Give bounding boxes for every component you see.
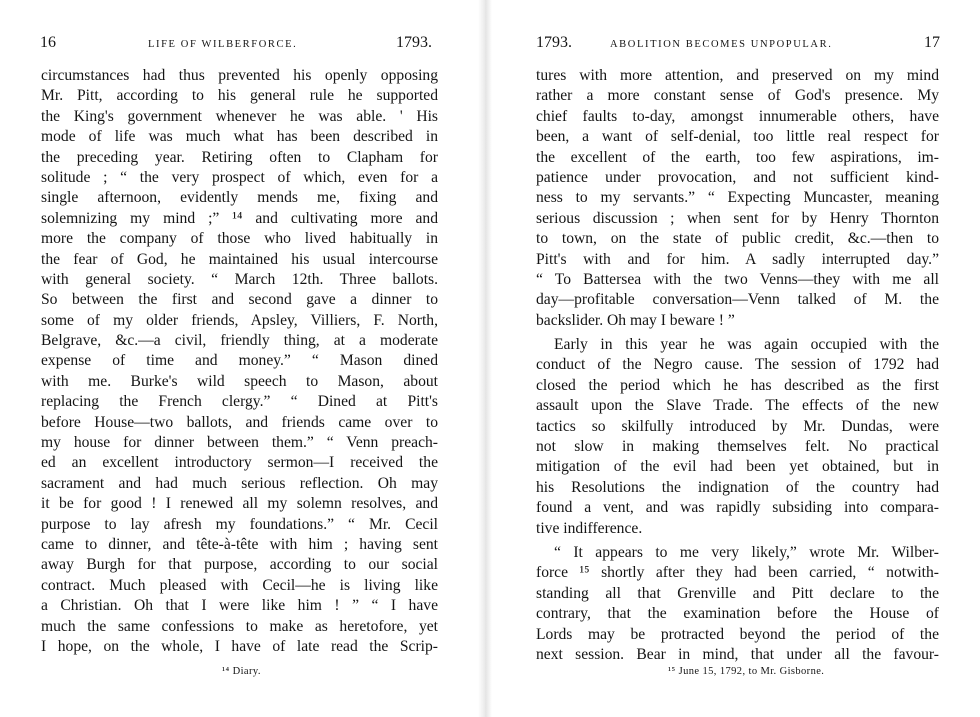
text-line: been, a want of self-denial, too little real respect for: [536, 128, 939, 146]
text-line: Belgrave, &c.—a civil, friendly thing, at a moderate: [41, 332, 438, 350]
right-page-header: [536, 34, 940, 56]
book-gutter: [478, 0, 492, 717]
text-line: expense of time and money.” “ Mason dined: [41, 352, 438, 370]
text-line: chief faults to-day, amongst innumerable others, have: [536, 107, 939, 125]
text-line: some of my older friends, Apsley, Villiers, F. North,: [41, 311, 438, 329]
text-line: day—profitable conversation—Venn talked of M. the: [536, 291, 939, 309]
text-line: next session. Bear in mind, that under all the favour-: [536, 645, 939, 663]
text-line: standing all that Grenville and Pitt declare to the: [536, 584, 939, 602]
text-line: a Christian. Oh that I were like him ! ” “ I have: [41, 597, 438, 615]
text-line: the fear of God, he maintained his usual intercourse: [41, 250, 438, 268]
text-line: Lords may be protracted beyond the period of the: [536, 625, 939, 643]
left-page: [0, 0, 470, 717]
text-line: the preceding year. Retiring often to Clapham for: [41, 148, 438, 166]
text-line: tive indifference.: [536, 519, 643, 537]
text-line: with me. Burke's wild speech to Mason, about: [41, 372, 438, 390]
text-line: before House—two ballots, and friends came over to: [41, 413, 438, 431]
text-line: came to dinner, and tête-à-tête with him ; having sent: [41, 535, 438, 553]
text-line: found a vent, and was rapidly subsiding into compara-: [536, 499, 939, 517]
text-line: rather a more constant sense of God's presence. My: [536, 87, 939, 105]
text-line: away Burgh for that purpose, according to our social: [41, 556, 438, 574]
text-line: Pitt's with and for him. A sadly interrupted day.”: [536, 250, 939, 268]
text-line: circumstances had thus prevented his openly opposing: [41, 67, 438, 84]
text-line: tactics so skilfully introduced by Mr. Dundas, were: [536, 417, 939, 435]
text-line: contrary, that the examination before the House of: [536, 605, 939, 623]
running-head: LIFE OF WILBERFORCE.: [148, 39, 298, 50]
text-line: patience under provocation, and not sufficient kind-: [536, 168, 939, 186]
footnote: ¹⁴ Diary.: [222, 666, 261, 677]
text-line: backslider. Oh may I beware ! ”: [536, 311, 735, 329]
text-line: single afternoon, evidently mends me, fixing and: [41, 189, 438, 207]
left-page-text: [41, 66, 438, 657]
text-line: sacrament and had much serious reflection. Oh may: [41, 474, 438, 492]
text-line: conduct of the Negro cause. The session of 1792 had: [536, 356, 939, 374]
text-line: contract. Much pleased with Cecil—he is living like: [41, 576, 438, 594]
text-line: serious discussion ; when sent for by Henry Thornton: [536, 209, 939, 227]
text-line: to town, on the state of public credit, &c.—then to: [536, 230, 939, 248]
text-line: the King's government whenever he was able. ' His: [41, 107, 438, 125]
text-line: much the same confessions to make as heretofore, yet: [41, 617, 438, 635]
paragraph-start-line: Early in this year he was again occupied with the: [554, 336, 939, 354]
text-line: assault upon the Slave Trade. The effects of the new: [536, 397, 939, 415]
text-line: “ To Battersea with the two Venns—they with me all: [536, 270, 939, 288]
text-line: the excellent of the earth, too few aspirations, im-: [536, 148, 939, 166]
text-line: I hope, on the whole, I have of late read the Scrip-: [41, 637, 438, 655]
text-line: solitude ; “ the very prospect of which, even for a: [41, 168, 438, 186]
text-line: mode of life was much what has been described in: [41, 128, 438, 146]
text-line: force ¹⁵ shortly after they had been carried, “ notwith-: [536, 564, 939, 582]
text-line: replacing the French clergy.” “ Dined at Pitt's: [41, 393, 438, 411]
text-line: his Resolutions the indignation of the country had: [536, 478, 939, 496]
text-line: So between the first and second gave a dinner to: [41, 291, 438, 309]
footnote: ¹⁵ June 15, 1792, to Mr. Gisborne.: [668, 666, 825, 677]
paragraph-start-line: “ It appears to me very likely,” wrote Mr. Wilber-: [554, 543, 939, 561]
right-page: [500, 0, 960, 717]
text-line: ed an excellent introductory sermon—I received the: [41, 454, 438, 472]
text-line: closed the period which he has described as the first: [536, 376, 939, 394]
page-number: 17: [924, 34, 940, 51]
text-line: mitigation of the evil had been yet obtained, but in: [536, 458, 939, 476]
text-line: my house for dinner between them.” “ Venn preach-: [41, 434, 438, 452]
text-line: more the company of those who lived habitually in: [41, 230, 438, 248]
text-line: it be for good ! I renewed all my solemn resolves, and: [41, 495, 438, 513]
text-line: Mr. Pitt, according to his general rule he supported: [41, 87, 438, 105]
page-number: 16: [40, 34, 56, 51]
text-line: tures with more attention, and preserved on my mind: [536, 67, 939, 84]
text-line: solemnizing my mind ;” ¹⁴ and cultivating more and: [41, 209, 438, 227]
running-head: ABOLITION BECOMES UNPOPULAR.: [610, 39, 833, 50]
text-line: purpose to lay afresh my foundations.” “ Mr. Cecil: [41, 515, 438, 533]
left-page-header: [40, 34, 450, 56]
right-page-text: [536, 66, 939, 665]
text-line: ness to my servants.” “ Expecting Muncaster, meaning: [536, 189, 939, 207]
text-line: with general society. “ March 12th. Three ballots.: [41, 270, 438, 288]
header-year: 1793.: [396, 34, 432, 51]
text-line: not slow in making themselves felt. No practical: [536, 438, 939, 456]
header-year: 1793.: [536, 34, 572, 51]
